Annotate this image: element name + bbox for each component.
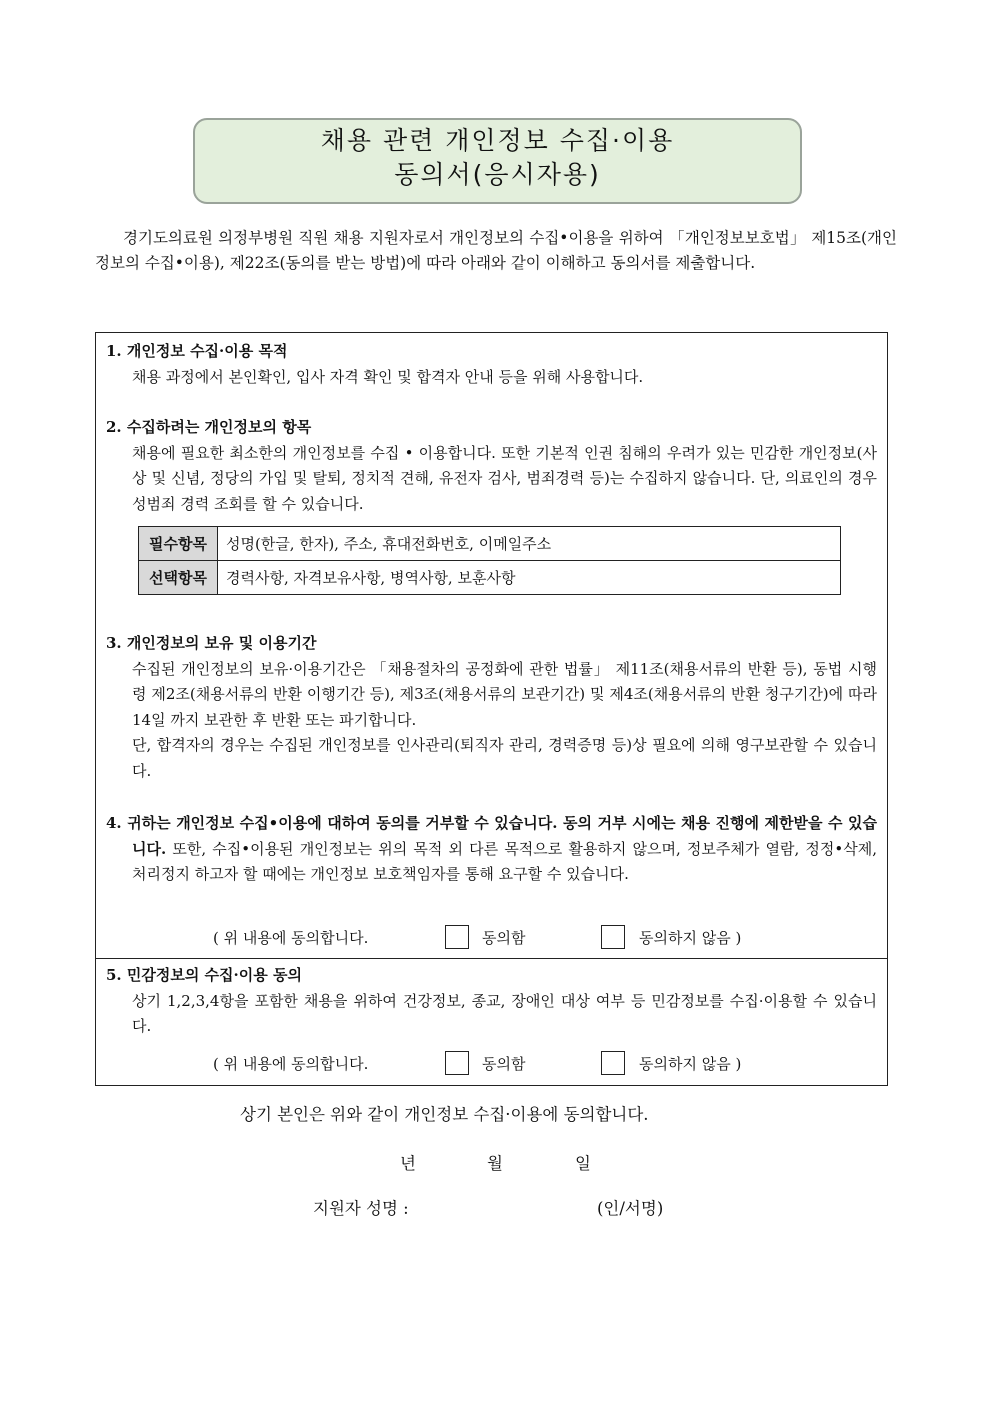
section-retention-heading: 3. 개인정보의 보유 및 이용기간 bbox=[106, 634, 317, 652]
intro-paragraph bbox=[95, 226, 897, 276]
sensitive-info-box bbox=[95, 958, 888, 1086]
consent-sections-box bbox=[95, 332, 888, 959]
consent-prompt-sensitive: ( 위 내용에 동의합니다. bbox=[213, 1055, 369, 1073]
required-items-label: 필수항목 bbox=[139, 527, 218, 561]
section-items-body: 채용에 필요한 최소한의 개인정보를 수집 • 이용합니다. 또한 기본적 인권 침해의 우려가 있는 민감한 개인정보(사상 및 신념, 정당의 가입 및 탈퇴, 정치적 견해, 유전자 검사, 범죄경력 등)는 수집하지 않습니다. 단, 의료인의 경우 성범죄 경력 조회를 할 수 있습니다. bbox=[132, 443, 877, 513]
document-title-line2: 동의서(응시자용) bbox=[394, 160, 601, 189]
disagree-checkbox[interactable] bbox=[601, 925, 625, 949]
optional-items-label: 선택항목 bbox=[139, 561, 218, 595]
section-retention-body1: 수집된 개인정보의 보유·이용기간은 「채용절차의 공정화에 관한 법률」 제11조(채용서류의 반환 등), 동법 시행령 제2조(채용서류의 반환 이행기간 등), 제3조(채용서류의 보관기간) 및 제4조(채용서류의 반환 청구기간)에 따라 14일 까지 보관한 후 반환 또는 파기합니다. bbox=[132, 659, 877, 729]
agree-checkbox[interactable] bbox=[445, 925, 469, 949]
section-items bbox=[106, 415, 877, 517]
section-items-heading: 2. 수집하려는 개인정보의 항목 bbox=[106, 418, 312, 436]
section-purpose-heading: 1. 개인정보 수집·이용 목적 bbox=[106, 342, 288, 360]
date-month-label: 월 bbox=[487, 1154, 503, 1173]
section-purpose bbox=[106, 339, 877, 390]
sensitive-agree-checkbox[interactable] bbox=[445, 1051, 469, 1075]
section-sensitive-heading: 5. 민감정보의 수집·이용 동의 bbox=[106, 966, 302, 984]
optional-items-value: 경력사항, 자격보유사항, 병역사항, 보훈사항 bbox=[218, 561, 841, 595]
consent-row-general bbox=[96, 923, 887, 953]
document-title-line1: 채용 관련 개인정보 수집·이용 bbox=[320, 126, 675, 155]
signature-label: (인/서명) bbox=[597, 1199, 664, 1218]
applicant-name-label: 지원자 성명 : bbox=[313, 1199, 409, 1218]
intro-text: 경기도의료원 의정부병원 직원 채용 지원자로서 개인정보의 수집•이용을 위하여 「개인정보보호법」 제15조(개인정보의 수집•이용), 제22조(동의를 받는 방법)에 따라 아래와 같이 이해하고 동의서를 제출합니다. bbox=[95, 229, 897, 272]
sensitive-agree-label: 동의함 bbox=[482, 1055, 526, 1073]
agreement-statement: 상기 본인은 위와 같이 개인정보 수집·이용에 동의합니다. bbox=[240, 1105, 649, 1124]
document-title-box bbox=[193, 118, 802, 204]
date-year-label: 년 bbox=[400, 1154, 416, 1173]
section-refusal-right bbox=[106, 811, 877, 888]
consent-prompt: ( 위 내용에 동의합니다. bbox=[213, 929, 369, 947]
date-day-label: 일 bbox=[575, 1154, 591, 1173]
table-row bbox=[139, 527, 841, 561]
section-retention-body2: 단, 합격자의 경우는 수집된 개인정보를 인사관리(퇴직자 관리, 경력증명 등)상 필요에 의해 영구보관할 수 있습니다. bbox=[132, 736, 877, 780]
section-sensitive bbox=[106, 963, 877, 1040]
required-items-value: 성명(한글, 한자), 주소, 휴대전화번호, 이메일주소 bbox=[218, 527, 841, 561]
disagree-label: 동의하지 않음 ) bbox=[639, 929, 742, 947]
section-retention bbox=[106, 631, 877, 784]
section-refusal-text: 또한, 수집•이용된 개인정보는 위의 목적 외 다른 목적으로 활용하지 않으며, 정보주체가 열람, 정정•삭제, 처리정지 하고자 할 때에는 개인정보 보호책임자를 통해 요구할 수 있습니다. bbox=[132, 839, 877, 883]
table-row bbox=[139, 561, 841, 595]
agree-label: 동의함 bbox=[482, 929, 526, 947]
sensitive-disagree-checkbox[interactable] bbox=[601, 1051, 625, 1075]
section-sensitive-body: 상기 1,2,3,4항을 포함한 채용을 위하여 건강정보, 종교, 장애인 대상 여부 등 민감정보를 수집·이용할 수 있습니다. bbox=[132, 991, 877, 1035]
sensitive-disagree-label: 동의하지 않음 ) bbox=[639, 1055, 742, 1073]
section-refusal-bold: 4. 귀하는 개인정보 수집•이용에 대하여 동의를 거부할 수 있습니다. 동의 거부 시에는 채용 진행에 제한받을 수 있습니다. bbox=[106, 814, 877, 858]
collected-items-table bbox=[138, 526, 841, 595]
consent-row-sensitive bbox=[96, 1049, 887, 1079]
section-purpose-body: 채용 과정에서 본인확인, 입사 자격 확인 및 합격자 안내 등을 위해 사용합니다. bbox=[132, 367, 644, 386]
